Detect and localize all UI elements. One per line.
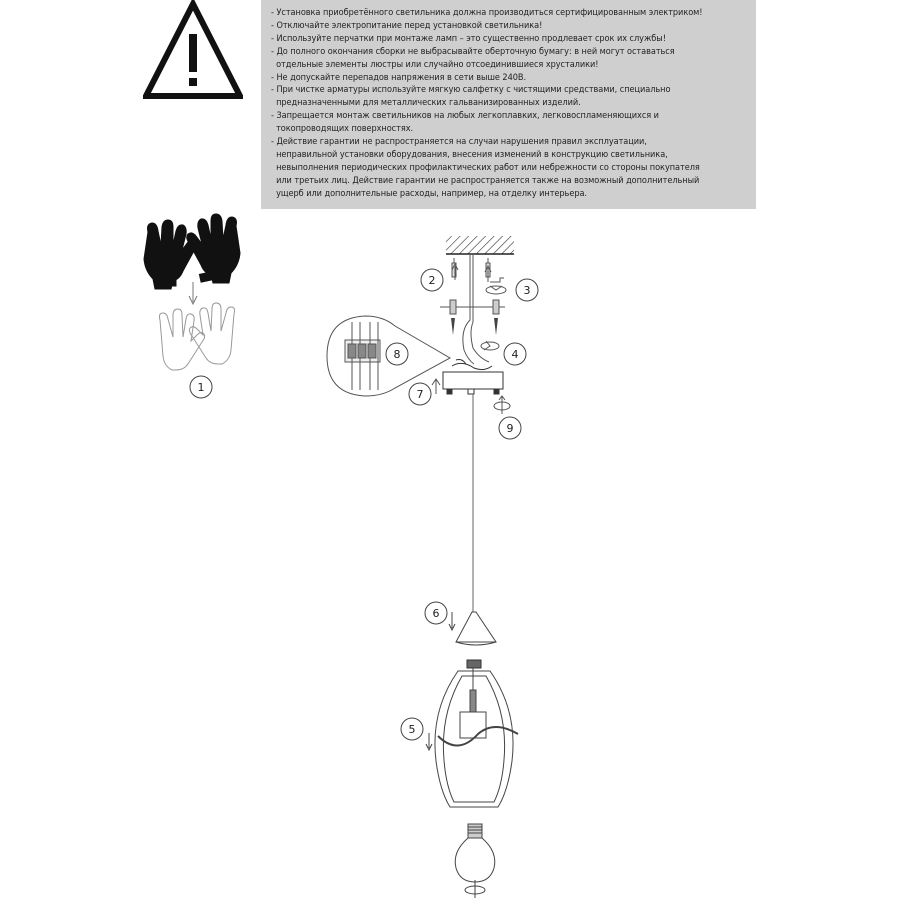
svg-text:9: 9 — [506, 422, 514, 435]
arrow-down-icon — [189, 282, 197, 304]
bare-hands-icon — [159, 303, 234, 370]
gloves-icon — [144, 214, 240, 289]
notice-line-text: - Не допускайте перепадов напряжения в сети выше 240В. — [271, 72, 526, 83]
power-wire — [463, 254, 489, 364]
callout-3 — [516, 279, 538, 301]
callout-7 — [409, 383, 431, 405]
callout-4 — [504, 343, 526, 365]
callout-2 — [421, 269, 443, 291]
callout-8 — [386, 343, 408, 365]
svg-text:5: 5 — [408, 723, 416, 736]
up-arrow-icon — [452, 264, 491, 282]
callout-9 — [499, 417, 521, 439]
svg-text:4: 4 — [511, 348, 519, 361]
ceiling-hatch — [446, 236, 514, 254]
callout-6 — [425, 602, 447, 624]
svg-text:7: 7 — [416, 388, 424, 401]
notice-line-text: - Установка приобретённого светильника должна производиться сертифицированным электриком! — [271, 8, 703, 18]
notice-line-text: - При чистке арматуры используйте мягкую салфетку с чистящими средствами, специально — [271, 85, 671, 96]
svg-text:6: 6 — [432, 607, 440, 620]
svg-text:3: 3 — [523, 284, 531, 297]
notice-line-text: токопроводящих поверхностях. — [271, 124, 414, 135]
notice-line-text: предназначенными для металлических гальванизированных изделий. — [271, 98, 581, 109]
notice-line-text: или третьих лиц. Действие гарантии не распространяется также на возможный дополнительный — [271, 175, 700, 186]
canopy — [443, 360, 503, 395]
callout-1 — [190, 376, 212, 398]
glass-shade — [426, 668, 518, 807]
callout-5 — [401, 718, 423, 740]
shade-cap — [449, 612, 496, 645]
svg-text:8: 8 — [393, 348, 401, 361]
notice-line-text: отдельные элементы люстры или случайно отсоединившиеся хрусталики! — [271, 59, 599, 70]
notice-line-text: - До полного окончания сборки не выбрасывайте оберточную бумагу: в ней могут оставаться — [271, 46, 675, 57]
light-bulb — [455, 824, 495, 898]
notice-line-text: - Используйте перчатки при монтаже ламп – это существенно продлевает срок их службы! — [271, 33, 666, 44]
notice-line-text: - Действие гарантии не распространяется на случаи нарушения правил эксплуатации, — [271, 137, 647, 148]
svg-text:2: 2 — [428, 274, 436, 287]
notice-line-text: неправильной установки оборудования, внесения изменений в конструкцию светильника, — [271, 149, 668, 160]
notice-line-text: - Запрещается монтаж светильников на любых легкоплавких, легковоспламеняющихся и — [271, 111, 659, 122]
notice-line-text: невыполнения периодических профилактических работ или небрежности со стороны покупателя — [271, 162, 700, 173]
notice-line-text: ущерб или дополнительные расходы, например, на отделку интерьера. — [271, 188, 587, 199]
notice-line-text: - Отключайте электропитание перед установкой светильника! — [271, 20, 543, 31]
ring-nut — [467, 660, 481, 668]
svg-text:1: 1 — [197, 381, 205, 394]
